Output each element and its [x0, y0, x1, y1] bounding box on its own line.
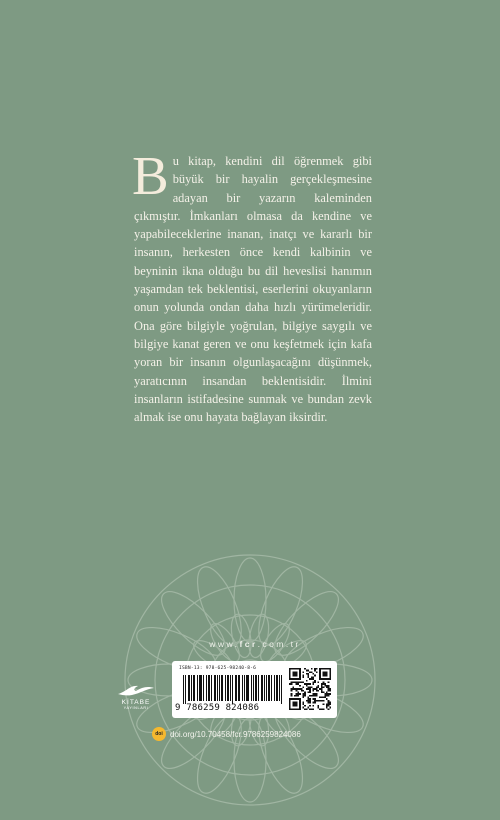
url-prefix: www. — [209, 639, 240, 649]
url-suffix: .com.tr — [257, 639, 301, 649]
qr-code[interactable] — [289, 668, 331, 710]
doi-link[interactable]: doi.org/10.70458/fcr.9786259824086 — [170, 729, 301, 739]
back-cover-blurb — [132, 145, 372, 426]
dropcap-letter: B — [132, 145, 169, 206]
ean-barcode — [183, 675, 283, 704]
isbn-label: ISBN-13: 978-625-98240-8-6 — [179, 666, 257, 671]
barcode-box — [172, 661, 337, 718]
website-url[interactable] — [200, 639, 310, 649]
doi-badge-icon: doi — [152, 727, 166, 741]
url-domain: fcr — [239, 639, 258, 649]
publisher-subtitle: YAYINLARI — [123, 706, 149, 710]
bird-logo-icon — [116, 683, 156, 697]
ean-number: 9 786259 824086 — [175, 703, 260, 713]
blurb-text: u kitap, kendini dil öğrenmek gibi büyük bir hayalin gerçekleşmesine adayan bir yazarın kaleminden çıkmıştır. İmkanları olmasa da kendine ve yapabileceklerine inanan, inatçı ve kararlı bir insanın, herkesten önce kendi kalbinin ve beyninin ikna olduğu bu dil heveslisi hanımın yaşamdan tek beklentisi, eserlerini okuyanların onun yolunda ondan daha hızlı yürümeleridir. Ona göre bilgiyle yoğrulan, bilgiye saygılı ve bilgiye kanat geren ve onu keşfetmek için kafa yoran bir insanın olgunlaşacağını düşünmek, yaratıcının insandan beklentisidir. İlmini insanların istifadesine sunmak ve bundan zevk almak ise onu hayata bağlayan iksirdir. — [134, 154, 372, 425]
publisher-logo — [108, 682, 164, 710]
doi-row[interactable] — [152, 727, 301, 741]
publisher-name: KİTABE — [121, 699, 151, 706]
